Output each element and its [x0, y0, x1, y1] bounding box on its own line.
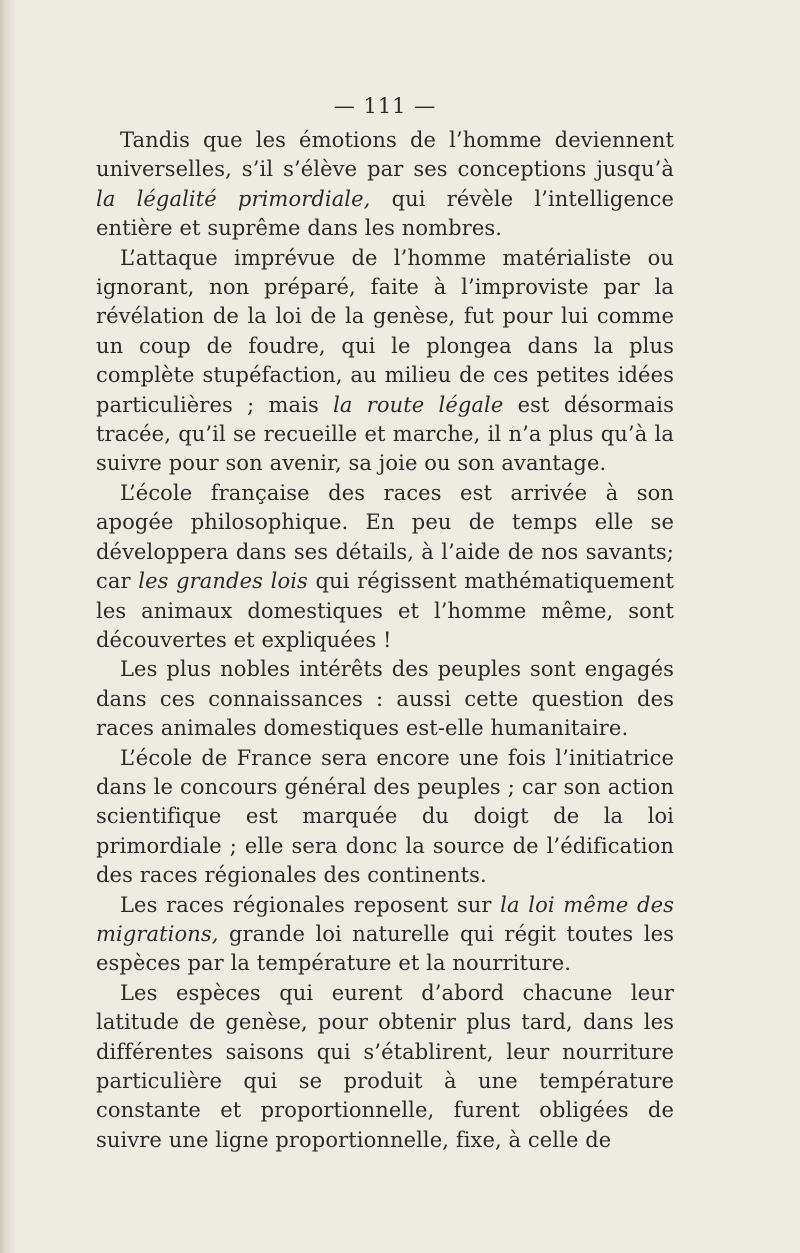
text-run: L’attaque imprévue de l’homme matérialiste ou ignorant, non préparé, faite à l’improviste par la révélation de la loi de la genèse, fut pour lui comme un coup de foudre, qui le plongea dans la plus complète stupéfaction, au milieu de ces petites idées particulières ; mais: [96, 245, 674, 417]
text-run: L’école française des races est arrivée à son apogée philosophique. En peu de temps elle se développera dans ses détails, à l’aide de nos savants; car: [96, 480, 674, 594]
body-text: [96, 126, 674, 1155]
text-run: grande loi naturelle qui régit toutes les espèces par la température et la nourriture.: [96, 921, 674, 976]
page-binding-edge: [0, 0, 14, 1253]
paragraph: [96, 479, 674, 655]
italic-phrase: les grandes lois: [138, 569, 308, 594]
text-run: Les plus nobles intérêts des peuples sont engagés dans ces connaissances : aussi cette question des races animales domestiques est-elle humanitaire.: [96, 657, 674, 741]
paragraph: [96, 126, 674, 244]
paragraph: [96, 655, 674, 743]
text-run: qui régissent mathématiquement les animaux domestiques et l’homme même, sont découvertes et expliquées !: [96, 569, 674, 652]
text-run: est désormais tracée, qu’il se recueille et marche, il n’a plus qu’à la suivre pour son avenir, sa joie ou son avantage.: [96, 392, 674, 476]
paragraph: [96, 891, 674, 979]
italic-phrase: la loi même des migrations,: [96, 892, 674, 946]
page-number: — 111 —: [333, 94, 437, 118]
text-run: Les espèces qui eurent d’abord chacune leur latitude de genèse, pour obtenir plus tard, dans les différentes saisons qui s’établirent, leur nourriture particulière qui se produit à une température constante et proportionnelle, furent obligées de suivre une ligne proportionnelle, fixe, à celle de: [96, 980, 674, 1152]
text-run: L’école de France sera encore une fois l’initiatrice dans le concours général des peuples ; car son action scientifique est marquée du doigt de la loi primordiale ; elle sera donc la source de l’édification des races régionales des continents.: [96, 745, 674, 888]
italic-phrase: la légalité primordiale,: [96, 186, 371, 211]
book-page: [96, 94, 674, 1155]
italic-phrase: la route légale: [333, 392, 504, 417]
paragraph: [96, 744, 674, 891]
paragraph: [96, 979, 674, 1155]
text-run: Tandis que les émotions de l’homme deviennent universelles, s’il s’élève par ses conceptions jusqu’à: [96, 128, 674, 182]
paragraph: [96, 244, 674, 479]
text-run: qui révèle l’intelligence entière et suprême dans les nombres.: [96, 186, 674, 241]
text-run: Les races régionales reposent sur: [120, 892, 501, 917]
